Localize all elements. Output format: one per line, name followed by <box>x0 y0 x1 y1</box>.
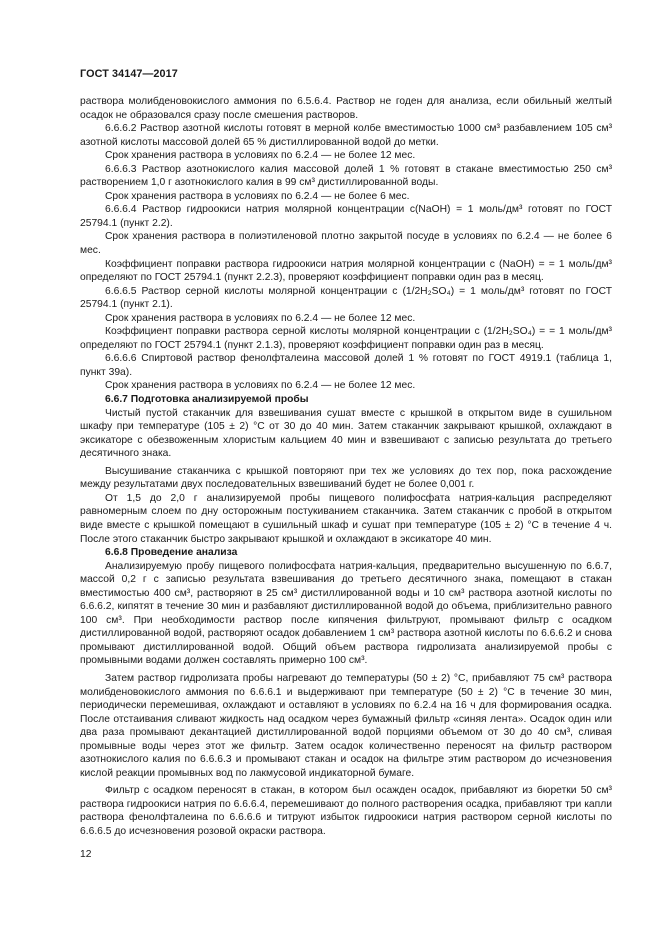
paragraph: Высушивание стаканчика с крышкой повторяют при тех же условиях до тех пор, пока расхождение между результатами двух последовательных взвешиваний будет не более 0,001 г. <box>80 465 612 491</box>
paragraph: От 1,5 до 2,0 г анализируемой пробы пищевого полифосфата натрия-кальция распределяют равномерным слоем по дну осторожным постукиванием стаканчика. Затем стаканчик с пробой в открытом виде вместе с крышкой помещают в сушильный шкаф и сушат при температуре (105 ± 2) °С в течение 4 ч. После этого стаканчик быстро закрывают крышкой и охлаждают в эксикаторе 40 мин. <box>80 492 612 545</box>
paragraph: Срок хранения раствора в условиях по 6.2.4 — не более 12 мес. <box>105 150 416 162</box>
section-heading-6-6-7: 6.6.7 Подготовка анализируемой пробы <box>105 394 309 406</box>
paragraph: Срок хранения раствора в условиях по 6.2.4 — не более 12 мес. <box>105 380 416 392</box>
paragraph: Коэффициент поправки раствора серной кислоты молярной концентрации с (1/2H₂SO₄) = = 1 моль/дм³ определяют по ГОСТ 25794.1 (пункт 2.1.3), проверяют коэффициент поправки один раз в месяц. <box>80 326 612 351</box>
paragraph: 6.6.6.3 Раствор азотнокислого калия массовой долей 1 % готовят в стакане вместимостью 250 см³ растворением 1,0 г азотнокислого калия в 99 см³ дистиллированной воды. <box>80 163 612 189</box>
paragraph: 6.6.6.5 Раствор серной кислоты молярной концентрации с (1/2H₂SO₄) = 1 моль/дм³ готовят по ГОСТ 25794.1 (пункт 2.1). <box>80 285 612 311</box>
paragraph: Анализируемую пробу пищевого полифосфата натрия-кальция, предварительно высушенную по 6.6.7, массой 0,2 г с записью результата взвешивания до третьего десятичного знака, помещают в стакан вместимостью 400 см³, растворяют в 25 см³ дистиллированной воды и 10 см³ раствора азотной кислоты по 6.6.6.2, кипятят в течение 30 мин и разбавляют дистиллированной водой до объема, приблизительно равного 100 см³. При необходимости раствор после кипячения фильтруют, промывают фильтр с осадком дистиллированной водой, растворяют осадок добавлением 1 см³ раствора азотной кислоты по 6.6.6.2 и снова промывают дистиллированной водой. Общий объем раствора гидролизата анализируемой пробы с промывными водами должен составлять примерно 100 см³. <box>80 560 612 667</box>
document-body <box>80 95 612 839</box>
paragraph: Коэффициент поправки раствора гидроокиси натрия молярной концентрации с (NaOH) = = 1 моль/дм³ определяют по ГОСТ 25794.1 (пункт 2.2.3), проверяют коэффициент поправки один раз в месяц. <box>80 258 612 284</box>
paragraph: 6.6.6.4 Раствор гидроокиси натрия молярной концентрации с(NaOH) = 1 моль/дм³ готовят по ГОСТ 25794.1 (пункт 2.2). <box>80 204 612 229</box>
paragraph: раствора молибденовокислого аммония по 6.5.6.4. Раствор не годен для анализа, если обильный желтый осадок не образовался сразу после смешения растворов. <box>80 96 612 121</box>
section-heading-6-6-8: 6.6.8 Проведение анализа <box>105 547 238 559</box>
paragraph: Чистый пустой стаканчик для взвешивания сушат вместе с крышкой в открытом виде в сушильном шкафу при температуре (105 ± 2) °С от 30 до 40 мин. Затем стаканчик закрывают крышкой, охлаждают в эксикаторе с обезвоженным хлористым кальцием 40 мин и взвешивают с записью результата до третьего десятичного знака. <box>80 407 612 460</box>
document-header: ГОСТ 34147—2017 <box>80 68 178 80</box>
paragraph: Срок хранения раствора в условиях по 6.2.4 — не более 12 мес. <box>105 312 416 324</box>
paragraph: Затем раствор гидролизата пробы нагревают до температуры (50 ± 2) °С, прибавляют 75 см³ раствора молибденовокислого аммония по 6.6.6.1 и выдерживают при температуре (50 ± 2) °С в течение 30 мин, периодически перемешивая, охлаждают и оставляют в условиях по 6.2.4 на 16 ч для формирования осадка. После отстаивания сливают жидкость над осадком через бумажный фильтр «синяя лента». Осадок один или два раза промывают декантацией дистиллированной водой порциями объемом от 30 до 40 см³, сливая промывные воды через этот же фильтр. Затем осадок количественно переносят на фильтр раствором азотнокислого калия по 6.6.6.3 и промывают стакан и осадок на фильтре этим раствором до исчезновения кислой реакции промывных вод по лакмусовой индикаторной бумаге. <box>80 672 612 779</box>
paragraph: 6.6.6.2 Раствор азотной кислоты готовят в мерной колбе вместимостью 1000 см³ разбавлением 105 см³ азотной кислоты массовой долей 65 % дистиллированной водой до метки. <box>80 123 612 148</box>
paragraph: Срок хранения раствора в полиэтиленовой плотно закрытой посуде в условиях по 6.2.4 — не более 6 мес. <box>80 231 612 257</box>
page-number: 12 <box>80 849 92 860</box>
paragraph: Фильтр с осадком переносят в стакан, в котором был осажден осадок, прибавляют из бюретки 50 см³ раствора гидроокиси натрия по 6.6.6.4, перемешивают до полного растворения осадка, прибавляют три капли раствора фенолфталеина по 6.6.6.6 и титруют избыток гидроокиси натрия раствором серной кислоты по 6.6.6.5 до исчезновения розовой окраски раствора. <box>80 785 612 837</box>
paragraph: Срок хранения раствора в условиях по 6.2.4 — не более 6 мес. <box>105 190 410 202</box>
paragraph: 6.6.6.6 Спиртовой раствор фенолфталеина массовой долей 1 % готовят по ГОСТ 4919.1 (таблица 1, пункт 39а). <box>80 353 612 378</box>
